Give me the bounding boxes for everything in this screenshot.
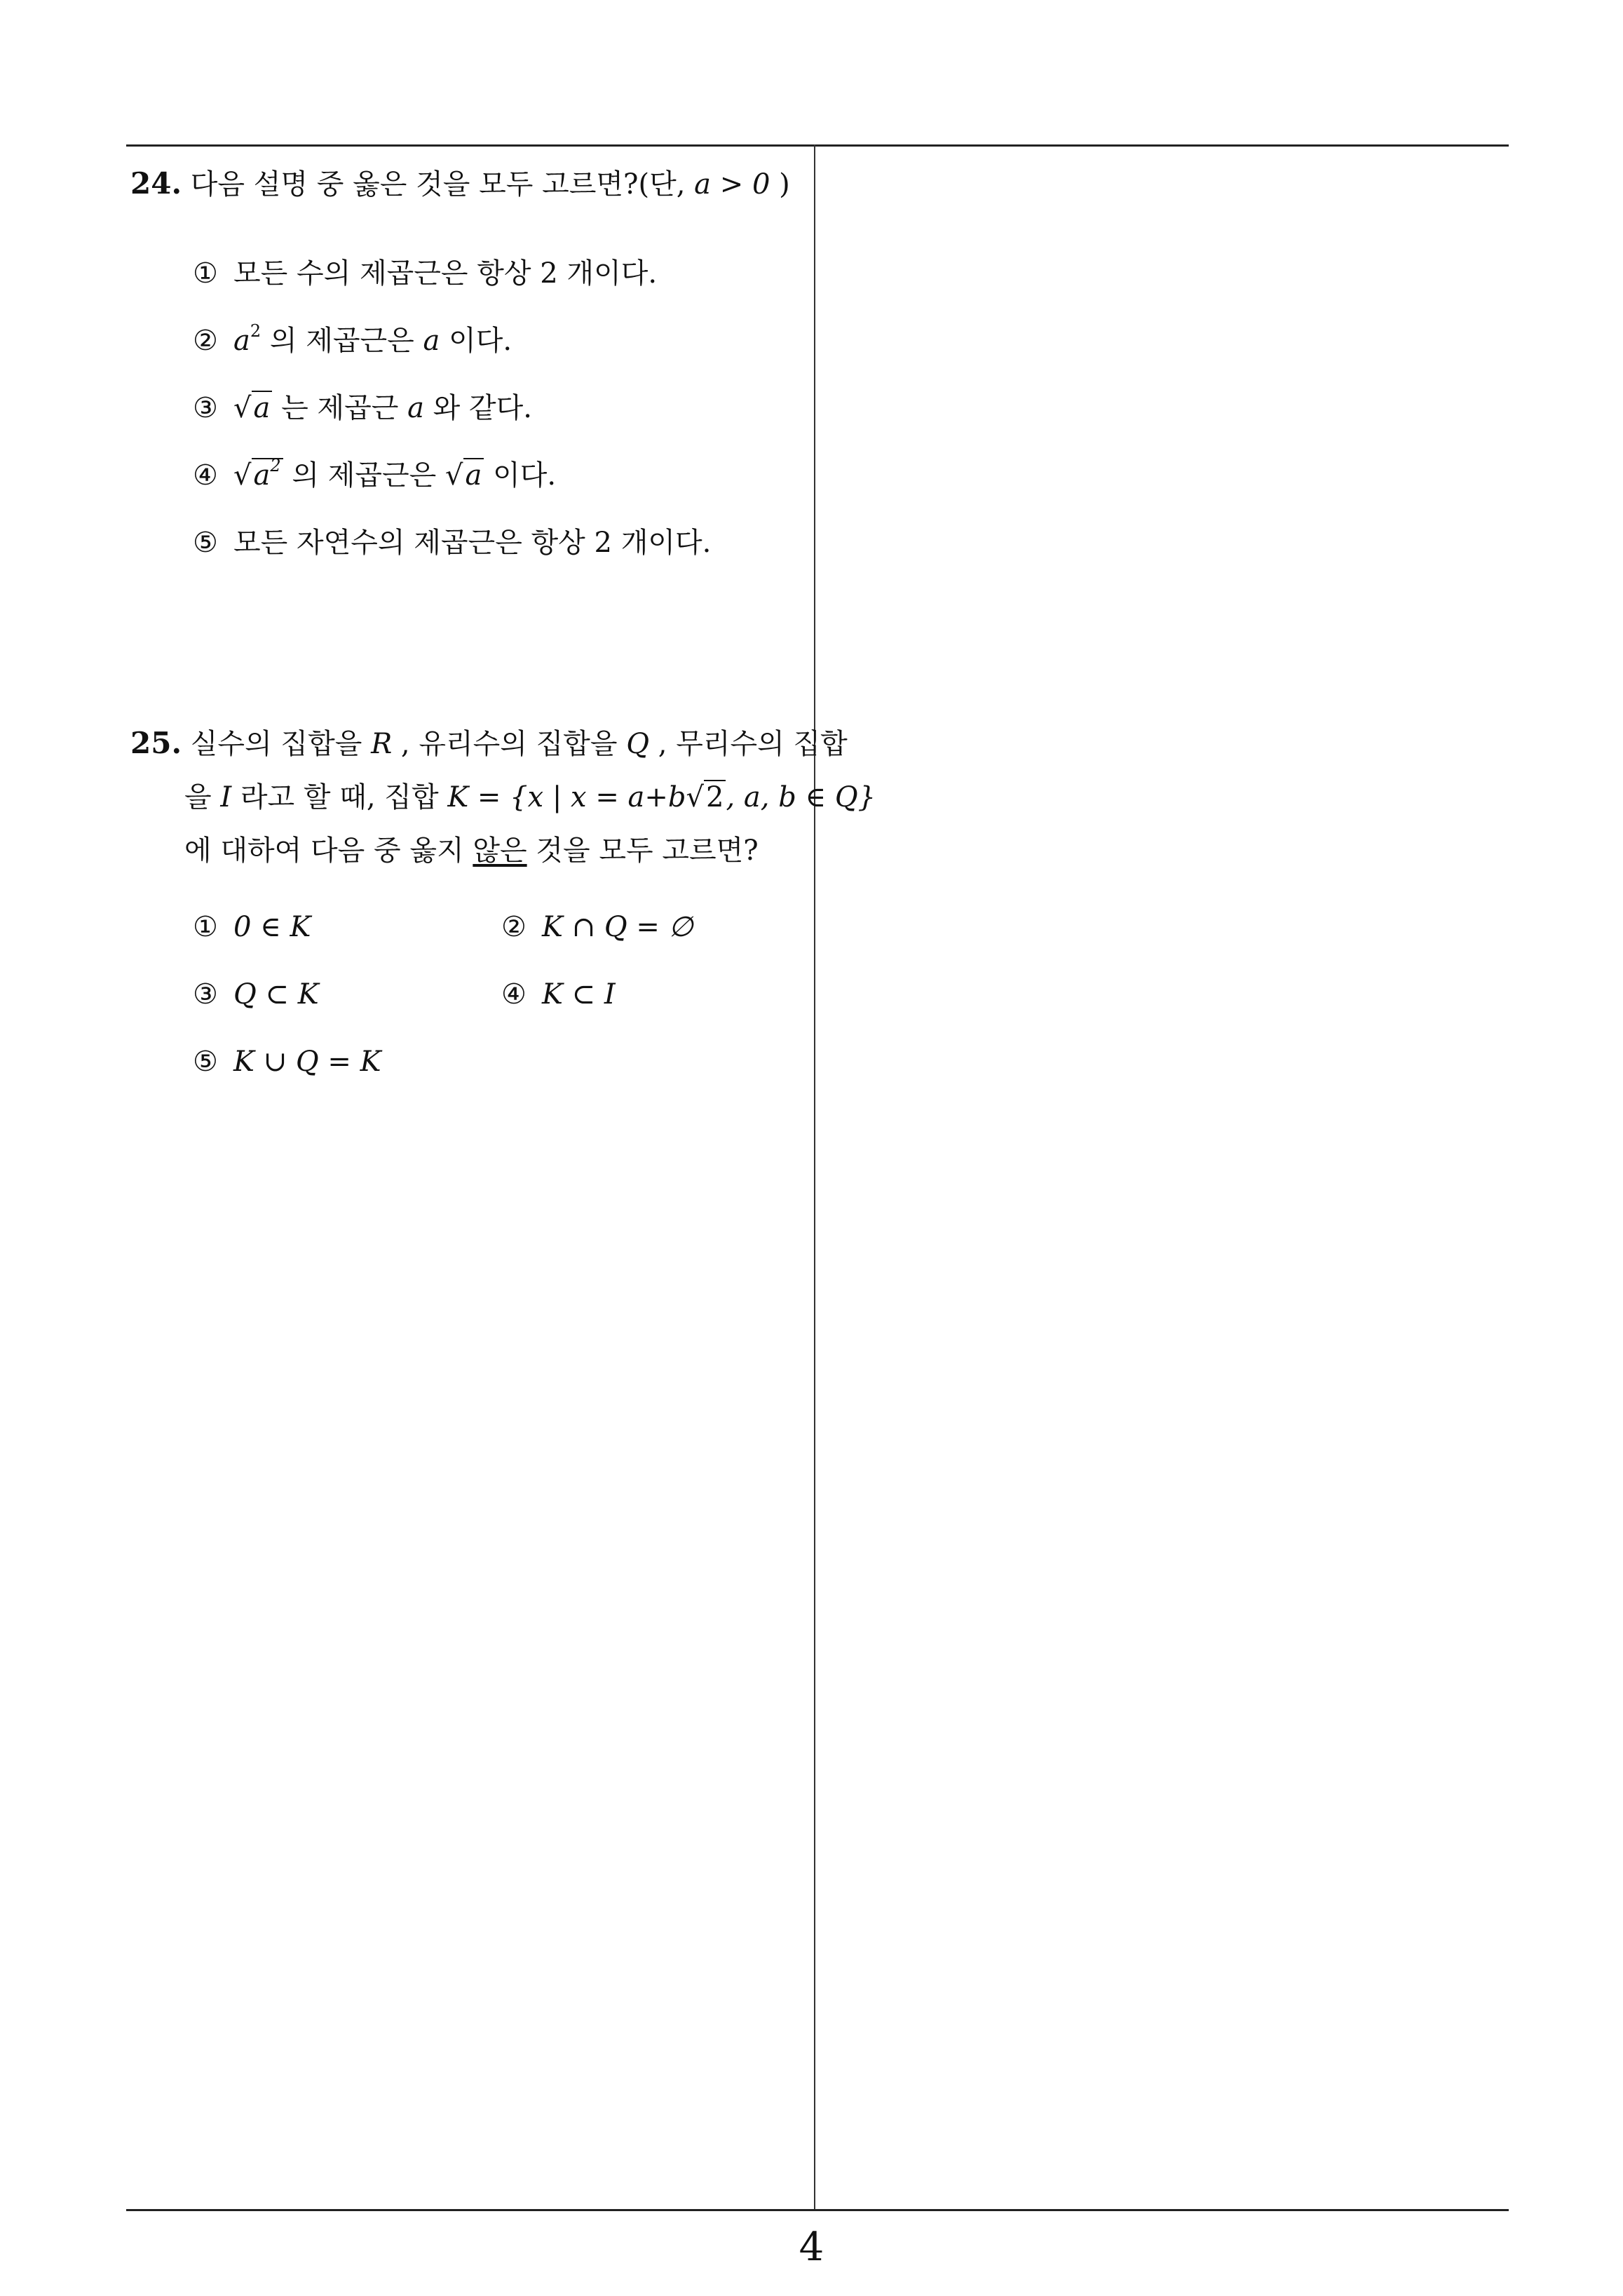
prompt-close: ) (770, 168, 790, 201)
option-expr: K ⊂ I (542, 978, 616, 1011)
set-definition: , a, b ∈ Q} (726, 781, 876, 813)
option-marker: ② (193, 325, 218, 357)
question-number: 24. (130, 166, 182, 201)
q25-option-4[interactable] (501, 973, 616, 1015)
radicand: 2 (704, 780, 726, 813)
prompt-line-1 (130, 717, 848, 771)
radical-sign: √ (233, 459, 252, 492)
bottom-rule (126, 2209, 1509, 2211)
q25-option-3[interactable] (193, 973, 319, 1015)
option-expr: Q ⊂ K (233, 978, 319, 1011)
prompt-line-3 (130, 824, 808, 877)
q24-option-2[interactable] (193, 320, 512, 362)
option-expr: 0 ∈ K (233, 911, 311, 943)
option-expr: K ∩ Q = ∅ (542, 911, 693, 943)
q24-option-4[interactable] (193, 454, 556, 497)
top-rule (126, 144, 1509, 147)
radicand (252, 455, 283, 492)
option-text: 모든 수의 제곱근은 항상 2 개이다. (233, 257, 658, 290)
option-marker: ③ (193, 978, 218, 1011)
radical-sign: √ (445, 459, 463, 492)
option-text: 의 제곱근은 (261, 325, 423, 357)
prompt-text: 것을 모두 고르면? (527, 835, 759, 867)
q24-option-5[interactable] (193, 522, 711, 564)
option-text: 는 제곱근 (272, 392, 408, 424)
radicand: a (252, 391, 273, 424)
math-var: a (233, 325, 250, 357)
radical-sign: √ (686, 781, 705, 813)
condition-math: a > 0 (694, 168, 770, 201)
prompt-text: 을 (184, 781, 221, 813)
math-exponent: 2 (250, 320, 262, 341)
underlined-word: 않은 (473, 835, 527, 867)
option-marker: ⑤ (193, 527, 218, 559)
option-marker: ④ (501, 978, 527, 1011)
prompt-text: 에 대하여 다음 중 옳지 (184, 835, 473, 867)
radical (233, 454, 283, 497)
q25-option-5[interactable] (193, 1041, 381, 1083)
option-expr: K ∪ Q = K (233, 1046, 381, 1078)
radical (445, 454, 484, 497)
prompt-text: 다음 설명 중 옳은 것을 모두 고르면?(단, (190, 168, 695, 201)
page-number: 4 (799, 2224, 824, 2270)
math-var: R (371, 728, 393, 760)
option-marker: ③ (193, 392, 218, 424)
set-definition: K = {x | x = a+b (447, 781, 686, 813)
radicand-base: a (253, 459, 271, 492)
q25-option-2[interactable] (501, 906, 693, 948)
question-number: 25. (130, 726, 182, 760)
prompt-text: , 유리수의 집합을 (392, 728, 627, 760)
option-text: 이다. (440, 325, 512, 357)
option-text: 모든 자연수의 제곱근은 항상 2 개이다. (233, 527, 712, 559)
option-text: 의 제곱근은 (283, 459, 445, 492)
radical (686, 771, 726, 824)
prompt-text: , 무리수의 집합 (649, 728, 848, 760)
option-marker: ④ (193, 459, 218, 492)
prompt-line-2 (130, 771, 876, 824)
radical-sign: √ (233, 392, 252, 424)
q24-option-3[interactable] (193, 387, 532, 429)
q25-option-1[interactable] (193, 906, 311, 948)
q24-option-1[interactable] (193, 252, 657, 295)
prompt-text: 실수의 집합을 (190, 728, 372, 760)
radicand-exponent: 2 (270, 455, 281, 475)
option-marker: ① (193, 257, 218, 290)
option-marker: ② (501, 911, 527, 943)
option-marker: ① (193, 911, 218, 943)
question-25-prompt (130, 717, 876, 877)
option-marker: ⑤ (193, 1046, 218, 1078)
math-var: Q (626, 728, 650, 760)
option-text: 이다. (484, 459, 557, 492)
radical (233, 387, 272, 429)
question-24-prompt (130, 157, 808, 211)
math-var: a (423, 325, 440, 357)
math-var: I (220, 781, 232, 813)
option-text: 와 같다. (423, 392, 533, 424)
column-divider (814, 144, 815, 2209)
prompt-text: 라고 할 때, 집합 (231, 781, 448, 813)
radicand: a (463, 458, 484, 492)
math-var: a (407, 392, 424, 424)
